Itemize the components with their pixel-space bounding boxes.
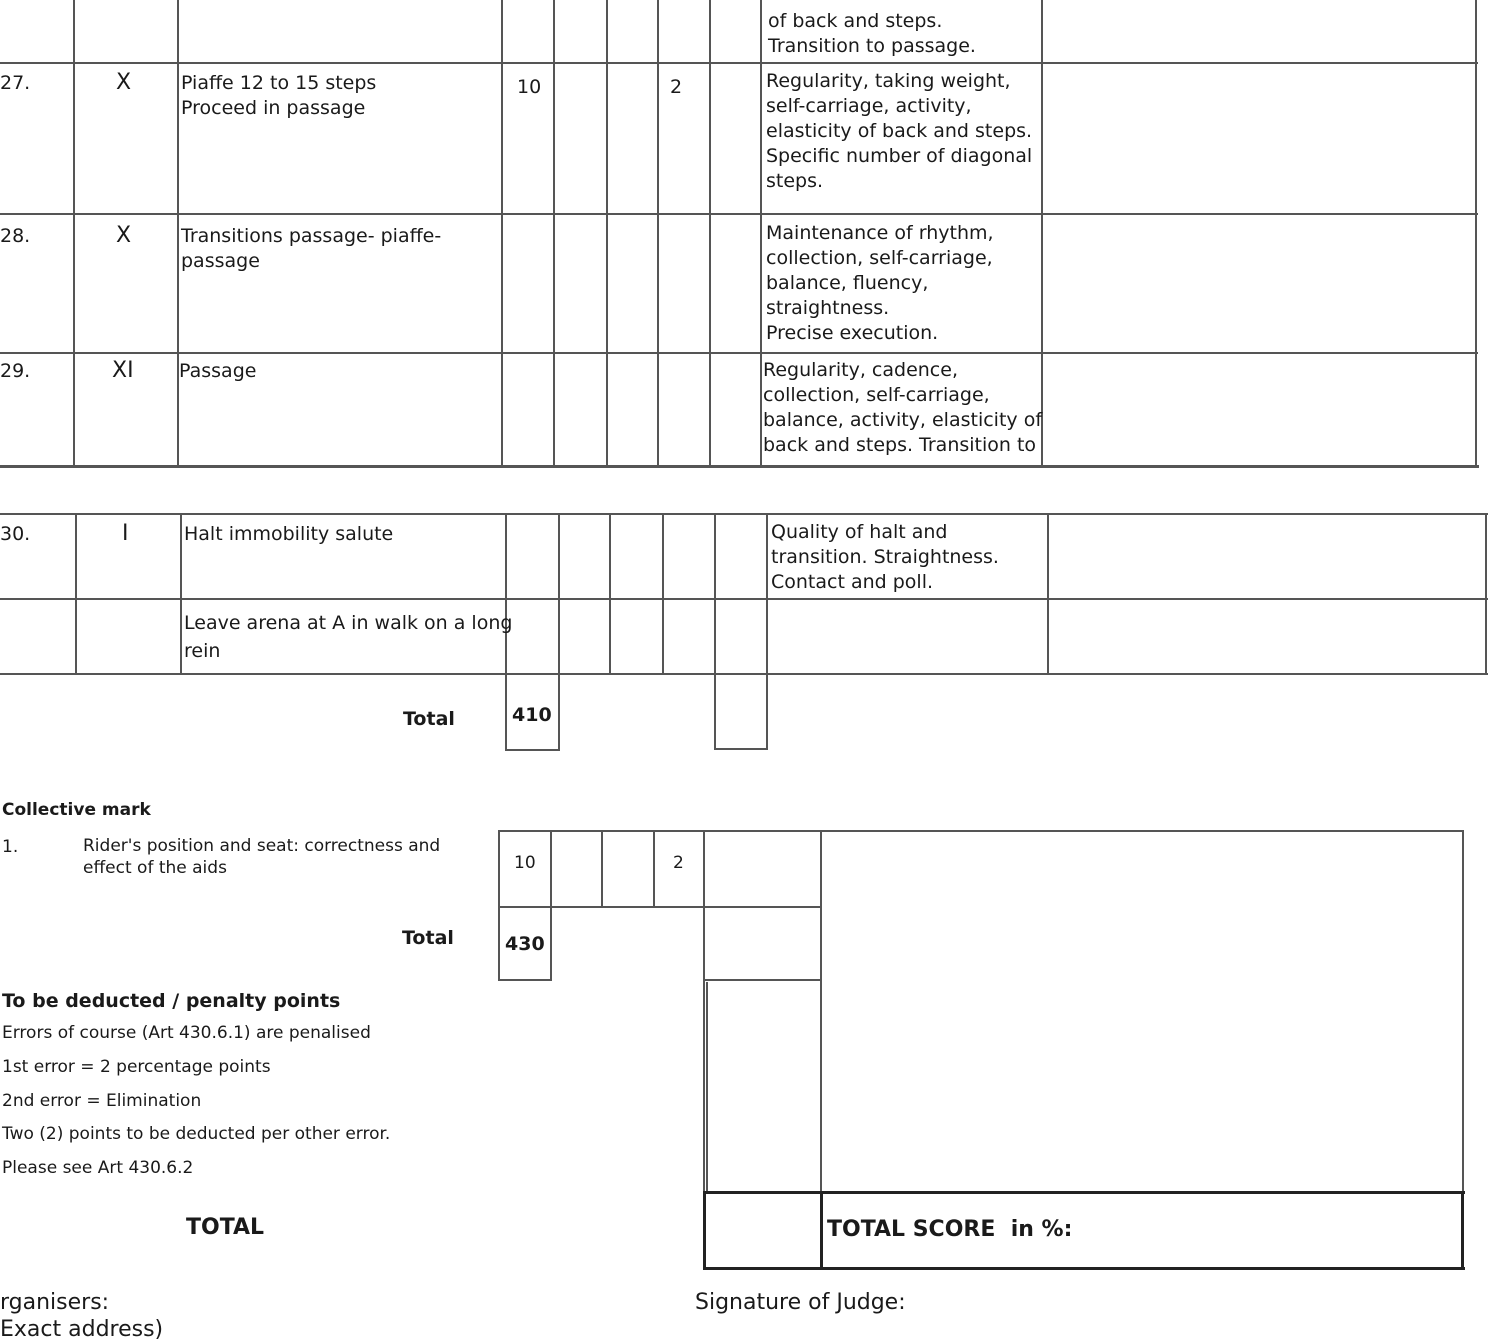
criteria-tail: of back and steps. Transition to passage. — [768, 10, 976, 57]
row-number: 29. — [0, 360, 31, 382]
row-max-mark: 10 — [517, 76, 542, 98]
total-score-box[interactable] — [714, 673, 768, 750]
total-heading: TOTAL — [186, 1215, 265, 1240]
row-movement: Leave arena at A in walk on a long rein — [184, 612, 513, 662]
total-value: 410 — [512, 704, 552, 726]
collective-text: Rider's position and seat: correctness and effect of the aids — [83, 836, 441, 878]
total-label: Total — [403, 708, 455, 730]
penalty-line: Two (2) points to be deducted per other error. — [2, 1124, 391, 1144]
collective-max-mark: 10 — [514, 853, 536, 873]
row-letter: XI — [112, 358, 134, 383]
collective-number: 1. — [2, 837, 19, 857]
row-movement: Piaffe 12 to 15 steps Proceed in passage — [181, 72, 377, 119]
row-criteria: Regularity, taking weight, self-carriage, activity, elasticity of back and steps. Specific number of diagonal steps. — [766, 70, 1033, 192]
total-score-label: TOTAL SCORE in %: — [827, 1217, 1073, 1242]
row-number: 28. — [0, 225, 31, 247]
row-coefficient: 2 — [670, 76, 683, 98]
row-letter: I — [122, 521, 129, 546]
collective-coefficient: 2 — [673, 853, 684, 873]
penalty-line: Please see Art 430.6.2 — [2, 1158, 194, 1178]
collective-heading: Collective mark — [2, 800, 151, 820]
organisers-label: rganisers: Exact address) — [0, 1290, 164, 1342]
row-number: 30. — [0, 523, 31, 545]
penalty-heading: To be deducted / penalty points — [2, 990, 341, 1012]
row-criteria: Regularity, cadence, collection, self-carriage, balance, activity, elasticity of back and steps. Transition to — [763, 359, 1043, 456]
row-letter: X — [116, 223, 132, 248]
collective-total-label: Total — [402, 927, 454, 949]
row-criteria: Maintenance of rhythm, collection, self-carriage, balance, fluency, straightness. Precise execution. — [766, 222, 994, 344]
row-movement: Passage — [179, 360, 257, 382]
judge-signature-label: Signature of Judge: — [695, 1290, 906, 1315]
row-movement: Halt immobility salute — [184, 523, 394, 545]
penalty-line: 1st error = 2 percentage points — [2, 1057, 271, 1077]
collective-total-value: 430 — [505, 933, 545, 955]
row-criteria: Quality of halt and transition. Straightness. Contact and poll. — [771, 521, 999, 593]
row-number: 27. — [0, 72, 31, 94]
penalty-line: Errors of course (Art 430.6.1) are penalised — [2, 1023, 371, 1043]
penalty-line: 2nd error = Elimination — [2, 1091, 202, 1111]
row-letter: X — [116, 70, 132, 95]
row-movement: Transitions passage- piaffe- passage — [181, 225, 442, 272]
